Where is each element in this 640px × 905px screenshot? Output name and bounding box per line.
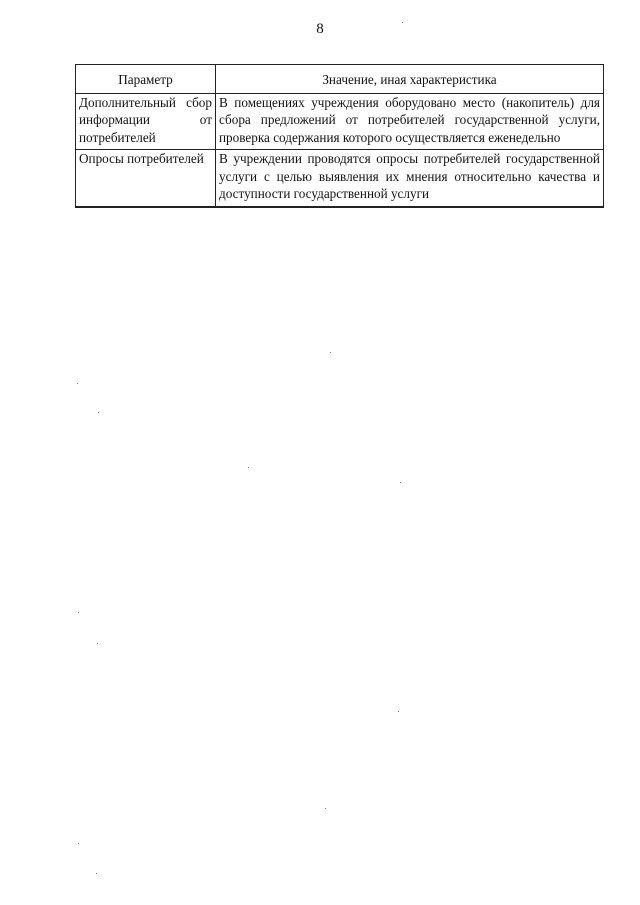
scan-speck	[96, 873, 97, 874]
scan-speck	[78, 612, 79, 613]
scan-speck	[78, 843, 79, 844]
scan-speck	[402, 22, 403, 23]
header-value: Значение, иная характеристика	[216, 65, 604, 94]
scan-speck	[97, 643, 98, 644]
row-parameter-cell: Дополнительный сбор информации от потребителей	[76, 93, 216, 150]
scan-speck	[400, 482, 401, 483]
table-header-row	[76, 65, 604, 94]
scan-speck	[330, 352, 331, 353]
header-parameter: Параметр	[76, 65, 216, 94]
row-value-cell: В помещениях учреждения оборудовано место (накопитель) для сбора предложений от потребителей государственной услуги, проверка содержания которого осуществляется еженедельно	[216, 93, 604, 150]
page-number: 8	[316, 21, 324, 37]
scan-speck	[398, 711, 399, 712]
service-parameters-table	[75, 64, 604, 208]
table-row	[76, 150, 604, 207]
scan-speck	[248, 467, 249, 468]
scan-speck	[98, 412, 99, 413]
table-row	[76, 93, 604, 150]
scan-speck	[77, 383, 78, 384]
scan-speck	[325, 808, 326, 809]
row-value-cell: В учреждении проводятся опросы потребителей государственной услуги с целью выявления их мнения относительно качества и доступности государственной услуги	[216, 150, 604, 207]
row-parameter-cell: Опросы потребителей	[76, 150, 216, 207]
